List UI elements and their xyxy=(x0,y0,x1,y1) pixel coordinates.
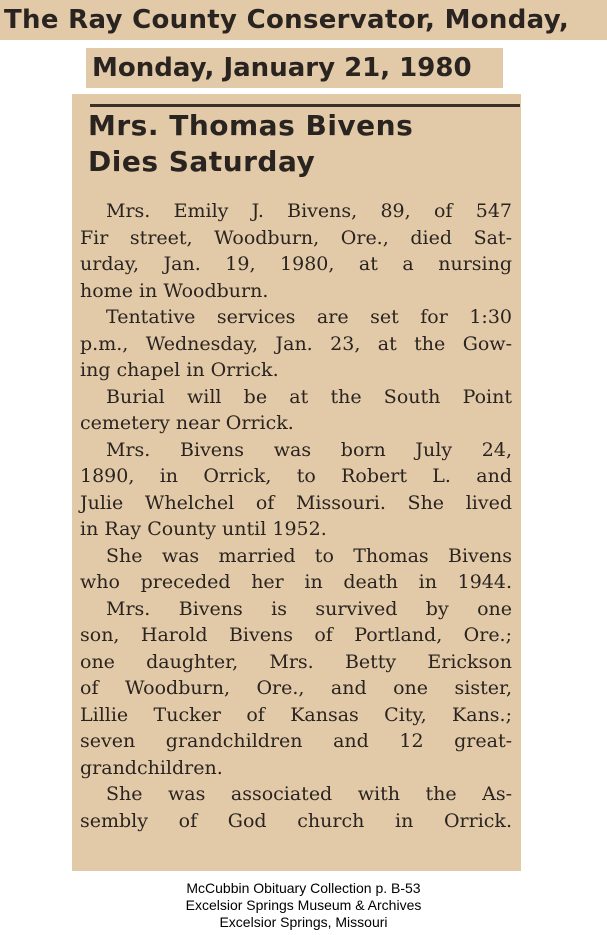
article-line: grandchildren. xyxy=(80,756,223,779)
article-line: in Ray County until 1952. xyxy=(80,518,327,540)
article-line: cemetery near Orrick. xyxy=(80,412,294,434)
headline-rule xyxy=(90,104,520,107)
article-line: 1890, in Orrick, to Robert L. and xyxy=(80,465,512,487)
article-line: p.m., Wednesday, Jan. 23, at the Gow- xyxy=(80,332,512,355)
article-line: Mrs. Bivens is survived by one xyxy=(106,597,512,620)
publication-date: Monday, January 21, 1980 xyxy=(86,48,503,88)
article-line: ing chapel in Orrick. xyxy=(80,359,279,381)
collection-caption xyxy=(0,880,607,931)
headline-line: Mrs. Thomas Bivens xyxy=(88,109,414,142)
obituary-clipping xyxy=(72,94,521,871)
headline-line: Dies Saturday xyxy=(88,145,316,178)
article-line: sembly of God church in Orrick. xyxy=(80,809,512,832)
caption-line: Excelsior Springs, Missouri xyxy=(219,914,388,930)
article-line: seven grandchildren and 12 great- xyxy=(80,730,512,752)
newspaper-masthead: The Ray County Conservator, Monday, xyxy=(0,0,607,40)
article-line: urday, Jan. 19, 1980, at a nursing xyxy=(80,253,512,275)
article-line: home in Woodburn. xyxy=(80,279,269,302)
article-line: who preceded her in death in 1944. xyxy=(80,571,512,593)
caption-line: Excelsior Springs Museum & Archives xyxy=(185,897,422,913)
article-line: Lillie Tucker of Kansas City, Kans.; xyxy=(80,703,512,726)
article-line: son, Harold Bivens of Portland, Ore.; xyxy=(80,624,512,646)
article-line: Burial will be at the South Point xyxy=(106,385,512,408)
article-line: one daughter, Mrs. Betty Erickson xyxy=(80,650,512,673)
article-line: Fir street, Woodburn, Ore., died Sat- xyxy=(80,226,512,249)
article-line: Julie Whelchel of Missouri. She lived xyxy=(80,491,512,514)
article-line: Tentative services are set for 1:30 xyxy=(106,306,512,328)
article-line: Mrs. Emily J. Bivens, 89, of 547 xyxy=(106,200,512,222)
caption-line: McCubbin Obituary Collection p. B-53 xyxy=(186,880,421,896)
article-line: She was associated with the As- xyxy=(106,783,512,805)
article-line: of Woodburn, Ore., and one sister, xyxy=(80,677,512,699)
article-line: She was married to Thomas Bivens xyxy=(106,544,512,567)
article-body xyxy=(80,198,512,834)
article-line: Mrs. Bivens was born July 24, xyxy=(106,438,512,461)
headline xyxy=(88,108,508,180)
